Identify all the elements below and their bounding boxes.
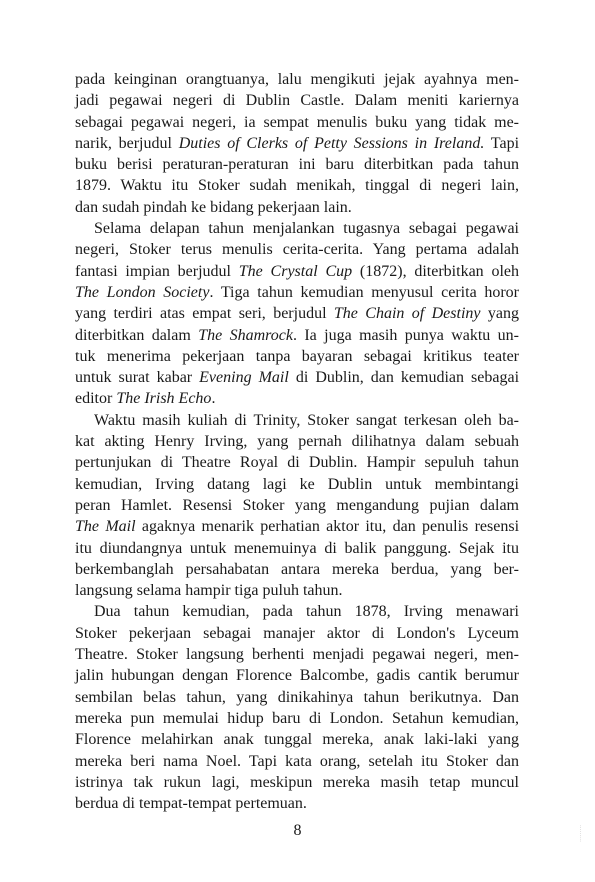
text-line: pada keinginan orangtuanya, lalu mengikuti jejak ayahnya men- — [75, 71, 519, 88]
text-line: narik, berjudul Duties of Clerks of Petty Sessions in Ireland. Tapi — [75, 134, 520, 152]
text-line: sebagai pegawai negeri, ia sempat menulis buku yang tidak me- — [75, 113, 519, 131]
italic-title: Duties of Clerks of Petty Sessions in Ireland. — [178, 134, 485, 152]
text-line: mereka beri nama Noel. Tapi kata orang, setelah itu Stoker dan — [75, 752, 519, 770]
text-line: pertunjukan di Theatre Royal di Dublin. Hampir sepuluh tahun — [75, 454, 519, 472]
italic-title: The Mail — [75, 518, 136, 536]
italic-title: The Crystal Cup — [238, 262, 353, 280]
text-line: untuk surat kabar Evening Mail di Dublin, dan kemudian sebagai — [75, 369, 520, 387]
italic-title: The Irish Echo — [116, 390, 212, 408]
italic-title: The London Society — [75, 283, 210, 301]
text-line: jadi pegawai negeri di Dublin Castle. Dalam meniti kariernya — [75, 92, 519, 110]
text-line: Selama delapan tahun menjalankan tugasnya sebagai pegawai — [94, 220, 519, 238]
text-line: istrinya tak rukun lagi, meskipun mereka masih tetap muncul — [75, 773, 519, 791]
italic-title: Evening Mail — [199, 369, 289, 387]
italic-title: The Chain of Destiny — [333, 305, 481, 323]
text-line: berdua di tempat-tempat pertemuan. — [75, 795, 307, 813]
text-line: itu diundangnya untuk menemuinya di balik panggung. Sejak itu — [75, 539, 519, 557]
text-line: The Mail agaknya menarik perhatian aktor itu, dan penulis resensi — [75, 518, 520, 536]
text-line: Waktu masih kuliah di Trinity, Stoker sangat terkesan oleh ba- — [94, 411, 519, 429]
text-line: editor The Irish Echo. — [75, 390, 216, 408]
text-line: peran Hamlet. Resensi Stoker yang mengandung pujian dalam — [75, 496, 519, 514]
text-line: buku berisi peraturan-peraturan ini baru diterbitkan pada tahun — [75, 156, 519, 174]
text-line: kat akting Henry Irving, yang pernah dilihatnya dalam sebuah — [75, 433, 519, 451]
body-text — [75, 69, 519, 814]
text-line: Stoker pekerjaan sebagai manajer aktor di London's Lyceum — [75, 624, 519, 642]
text-line: sembilan belas tahun, yang dinikahinya tahun berikutnya. Dan — [75, 688, 519, 706]
text-line: berkembanglah persahabatan antara mereka berdua, yang ber- — [75, 560, 519, 578]
text-line: 1879. Waktu itu Stoker sudah menikah, tinggal di negeri lain, — [75, 177, 519, 195]
text-line: langsung selama hampir tiga puluh tahun. — [75, 582, 343, 600]
page-number: 8 — [293, 822, 302, 839]
text-line: yang terdiri atas empat seri, berjudul The Chain of Destiny yang — [75, 305, 520, 323]
text-line: negeri, Stoker terus menulis cerita-cerita. Yang pertama adalah — [75, 241, 519, 259]
text-line: fantasi impian berjudul The Crystal Cup (1872), diterbitkan oleh — [75, 262, 519, 280]
margin-watermark: ········· — [578, 824, 585, 842]
text-line: Theatre. Stoker langsung berhenti menjadi pegawai negeri, men- — [75, 646, 519, 664]
text-line: The London Society. Tiga tahun kemudian menyusul cerita horor — [75, 283, 520, 301]
text-line: Dua tahun kemudian, pada tahun 1878, Irving menawari — [94, 603, 519, 621]
text-line: dan sudah pindah ke bidang pekerjaan lain. — [75, 198, 352, 216]
text-line: diterbitkan dalam The Shamrock. Ia juga masih punya waktu un- — [75, 326, 520, 344]
text-line: kemudian, Irving datang lagi ke Dublin untuk membintangi — [75, 475, 519, 493]
text-line: tuk menerima pekerjaan tanpa bayaran sebagai kritikus teater — [75, 347, 519, 365]
italic-title: The Shamrock — [198, 326, 293, 344]
text-line: Florence melahirkan anak tunggal mereka, anak laki-laki yang — [75, 731, 519, 749]
text-line: mereka pun memulai hidup baru di London. Setahun kemudian, — [75, 709, 519, 727]
text-line: jalin hubungan dengan Florence Balcombe, gadis cantik berumur — [75, 667, 519, 685]
